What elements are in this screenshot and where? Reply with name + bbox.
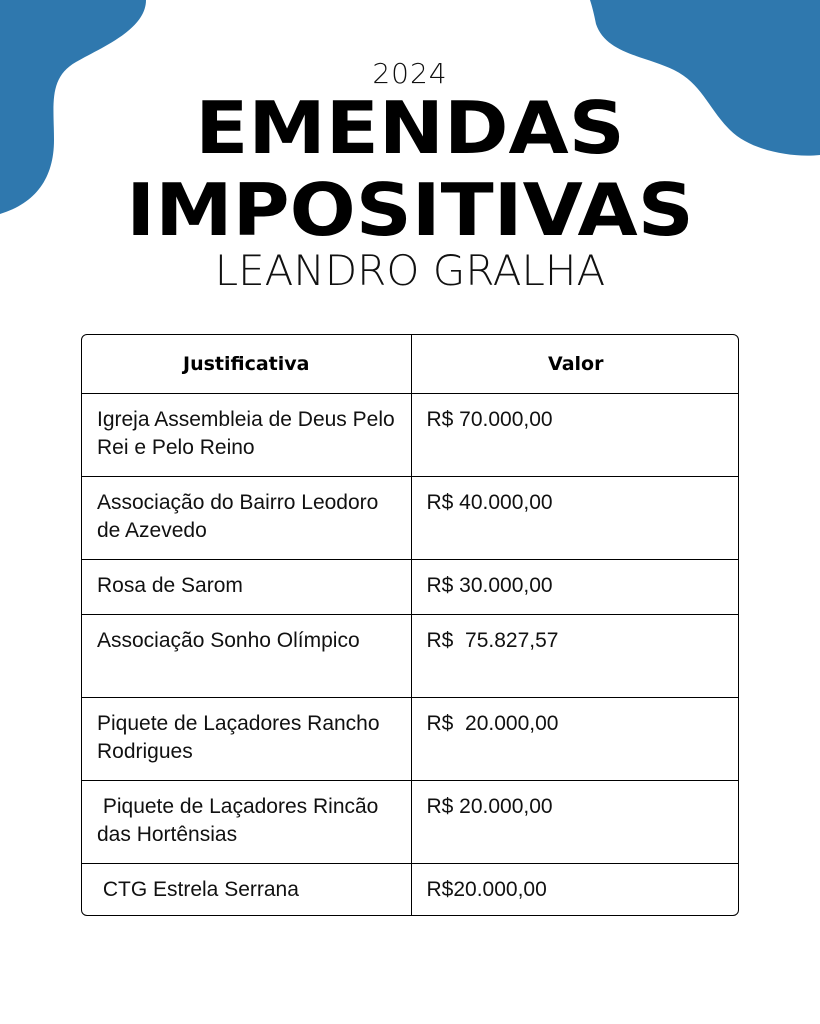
subtitle: LEANDRO GRALHA	[214, 246, 606, 295]
year-label: 2024	[372, 57, 448, 90]
table-row	[82, 780, 739, 863]
table-row	[82, 697, 739, 780]
valor-cell	[411, 863, 739, 916]
title-line-1: EMENDAS	[195, 86, 625, 170]
justificativa-text: CTG Estrela Serrana	[97, 877, 299, 901]
valor-text: R$20.000,00	[426, 877, 547, 901]
amendments-table	[81, 334, 739, 916]
table-row	[82, 559, 739, 614]
justificativa-text: Piquete de Laçadores Rancho Rodrigues	[97, 711, 386, 763]
table-row	[82, 476, 739, 559]
valor-text: R$ 20.000,00	[426, 711, 559, 735]
justificativa-text: Piquete de Laçadores Rincão das Hortênsias	[97, 794, 385, 846]
valor-text: R$ 20.000,00	[426, 794, 553, 818]
valor-cell	[411, 614, 739, 697]
column-header-valor: Valor	[411, 335, 739, 393]
valor-cell	[411, 697, 739, 780]
justificativa-cell	[82, 559, 411, 614]
justificativa-cell	[82, 780, 411, 863]
valor-text: R$ 30.000,00	[426, 573, 553, 597]
justificativa-cell	[82, 393, 411, 476]
justificativa-cell	[82, 697, 411, 780]
column-header-justificativa: Justificativa	[82, 335, 411, 393]
justificativa-text: Associação Sonho Olímpico	[97, 628, 360, 652]
valor-cell	[411, 393, 739, 476]
title-line-2: IMPOSITIVAS	[126, 168, 694, 252]
valor-cell	[411, 780, 739, 863]
valor-text: R$ 70.000,00	[426, 407, 553, 431]
valor-text: R$ 40.000,00	[426, 490, 553, 514]
justificativa-cell	[82, 476, 411, 559]
table-row	[82, 863, 739, 916]
table-row	[82, 614, 739, 697]
justificativa-text: Associação do Bairro Leodoro de Azevedo	[97, 490, 385, 542]
justificativa-cell	[82, 614, 411, 697]
justificativa-cell	[82, 863, 411, 916]
valor-cell	[411, 559, 739, 614]
valor-text: R$ 75.827,57	[426, 628, 559, 652]
table-header-row	[82, 335, 739, 393]
justificativa-text: Igreja Assembleia de Deus Pelo Rei e Pelo Reino	[97, 407, 401, 459]
valor-cell	[411, 476, 739, 559]
table-row	[82, 393, 739, 476]
justificativa-text: Rosa de Sarom	[97, 573, 243, 597]
